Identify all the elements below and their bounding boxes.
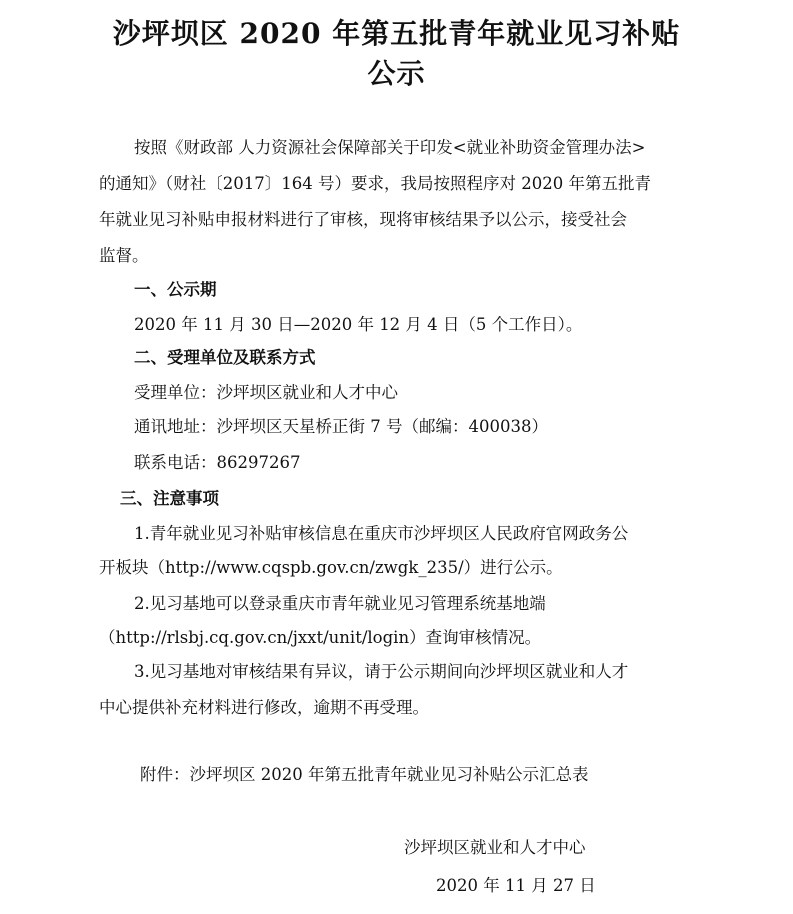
period-text: 2020 年 11 月 30 日—2020 年 12 月 4 日（5 个工作日）。 xyxy=(134,315,583,334)
intro-line-1: 按照《财政部 人力资源社会保障部关于印发<就业补助资金管理办法> xyxy=(134,138,646,157)
signature-date: 2020 年 11 月 27 日 xyxy=(436,876,596,895)
intro-line-2: 的通知》（财社〔2017〕164 号）要求，我局按照程序对 2020 年第五批青 xyxy=(99,174,651,193)
section-heading-contact: 二、受理单位及联系方式 xyxy=(134,348,316,367)
note-3-line-1: 3.见习基地对审核结果有异议，请于公示期间向沙坪坝区就业和人才 xyxy=(134,662,629,681)
intro-line-3: 年就业见习补贴申报材料进行了审核，现将审核结果予以公示，接受社会 xyxy=(99,210,627,229)
section-heading-period: 一、公示期 xyxy=(134,280,217,299)
contact-address: 通讯地址：沙坪坝区天星桥正街 7 号（邮编：400038） xyxy=(134,417,548,436)
note-2-line-1: 2.见习基地可以登录重庆市青年就业见习管理系统基地端 xyxy=(134,594,546,613)
contact-unit: 受理单位：沙坪坝区就业和人才中心 xyxy=(134,383,398,402)
document-title-line1: 沙坪坝区 2020 年第五批青年就业见习补贴 xyxy=(112,17,681,50)
note-1-line-2: 开板块（http://www.cqspb.gov.cn/zwgk_235/）进行公示。 xyxy=(99,558,563,577)
document-title-line2: 公示 xyxy=(367,57,426,90)
note-1-line-1: 1.青年就业见习补贴审核信息在重庆市沙坪坝区人民政府官网政务公 xyxy=(134,524,629,543)
intro-line-4: 监督。 xyxy=(99,246,149,265)
section-heading-notes: 三、注意事项 xyxy=(120,489,219,508)
note-3-line-2: 中心提供补充材料进行修改，逾期不再受理。 xyxy=(99,698,429,717)
attachment-line: 附件：沙坪坝区 2020 年第五批青年就业见习补贴公示汇总表 xyxy=(140,765,589,784)
signature-organization: 沙坪坝区就业和人才中心 xyxy=(404,838,586,857)
contact-phone: 联系电话：86297267 xyxy=(134,453,301,472)
note-2-line-2: （http://rlsbj.cq.gov.cn/jxxt/unit/login）查询审核情况。 xyxy=(99,628,542,647)
